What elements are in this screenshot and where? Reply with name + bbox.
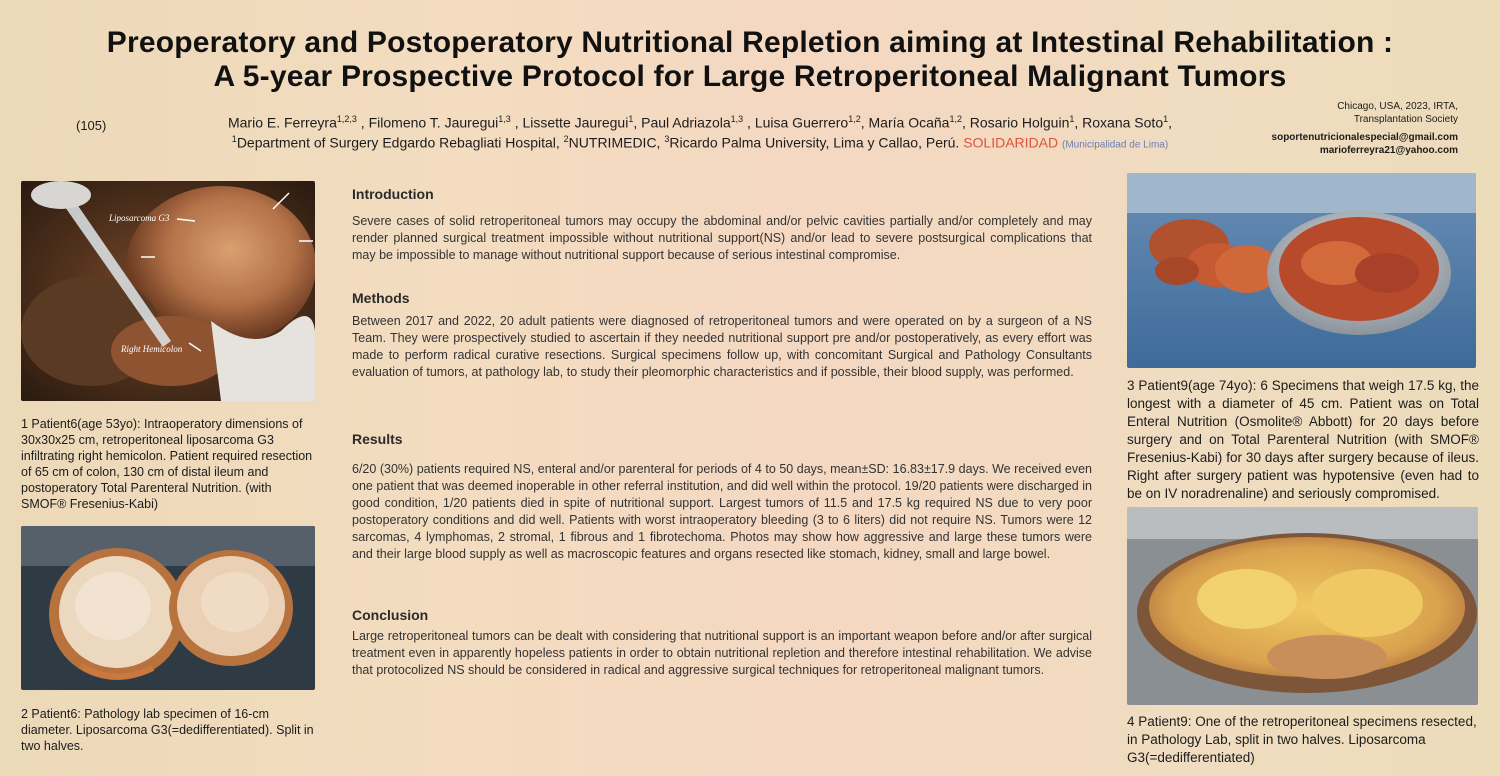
introduction-heading: Introduction xyxy=(352,186,434,202)
figure-3-caption: 3 Patient9(age 74yo): 6 Specimens that weigh 17.5 kg, the longest with a diameter of 45 cm. Patient was on Total Enteral Nutrition (Osmolite® Abbott) for 20 days before surgery and on Total Parenteral Nutrition (with SMOF® Fresenius-Kabi) for 30 days after surgery because of ileus. Right after surgery patient was hypotensive (even had to be on IV noradrenaline) and seriously compromised. xyxy=(1127,378,1479,501)
results-body: 6/20 (30%) patients required NS, enteral and/or parenteral for periods of 4 to 50 days, mean±SD: 16.83±17.9 days. We received even one patient that was deemed inoperable in other referral institution, and did well within the protocol. 19/20 patients were discharged in good condition, 1/20 patients died in spite of nutritional support. Largest tumors of 11.5 and 17.5 kg required NS due to very poor postoperatory conditions and did well. Patients with worst intraoperatory bleeding (3 to 6 liters) did not require NS. Tumors were 12 sarcomas, 4 lymphomas, 2 stromal, 1 fibrous and 1 fibrotechoma. Photos may show how aggressive and large these tumors were and their large blood supply as well as macroscopic features and organs resected like stomach, kidney, small and large bowel. xyxy=(352,462,1092,561)
author: Paul Adriazola xyxy=(641,114,731,131)
solidaridad-label: SOLIDARIDAD xyxy=(963,134,1059,151)
figure-4-photo xyxy=(1127,507,1478,705)
author: Roxana Soto xyxy=(1082,114,1164,131)
author: Filomeno T. Jauregui xyxy=(368,114,499,131)
figure-1-label-colon: Right Hemicolon xyxy=(121,344,183,354)
conclusion-body: Large retroperitoneal tumors can be dealt with considering that nutritional support is an important weapon before and/or after surgical treatment even in apparently hopeless patients in order to obtain nutritional repletion and therefore intestinal rehabilitation. We advise that protocolized NS should be considered in radical and aggressive surgical techniques for retroperitoneal malignant tumors. xyxy=(352,629,1092,677)
methods-heading: Methods xyxy=(352,290,410,306)
figure-3-photo xyxy=(1127,173,1476,368)
figure-1-photo xyxy=(21,181,315,401)
affiliation-line: $^1$Department of Surgery Edgardo Rebagliati Hospital, $^2$NUTRIMEDIC, $^3$Ricardo Palma University, Lima y Callao, Perú. SOLIDARIDAD (Municipalidad de Lima) xyxy=(231,134,1169,151)
methods-body: Between 2017 and 2022, 20 adult patients were diagnosed of retroperitoneal tumors and were operated on by a surgeon of a NS Team. They were prospectively studied to ascertain if they needed nutritional support pre and/or postoperatively, as every effort was made to perform radical curative resections. Surgical specimens follow up, with concomitant Surgical and Pathology Consultants evaluation of tumors, at pathology lab, to study their pleomorphic characteristics and if possible, their blood supply, was performed. xyxy=(352,314,1092,379)
author: Mario E. Ferreyra xyxy=(227,114,337,131)
conference-info: Chicago, USA, 2023, IRTA, Transplantation Society xyxy=(1337,101,1458,125)
author-list: Mario E. Ferreyra$^{1,2,3}$ , Filomeno T. Jauregui$^{1,3}$ , Lissette Jauregui$^1$, Paul Adriazola$^{1,3}$ , Luisa Guerrero$^{1,2}$, María Ocaña$^{1,2}$, Rosario Holguin$^1$, Roxana Soto$^1$, xyxy=(227,114,1173,131)
email-link[interactable]: marioferreyra21@yahoo.com xyxy=(1319,145,1458,156)
poster-number: (105) xyxy=(76,118,107,133)
figure-2-photo xyxy=(21,526,315,690)
figure-1-label-tumor: Liposarcoma G3 xyxy=(109,213,170,223)
author: Lissette Jauregui xyxy=(522,114,629,131)
email-link[interactable]: soportenutricionalespecial@gmail.com xyxy=(1271,132,1458,143)
figure-2-caption: 2 Patient6: Pathology lab specimen of 16-cm diameter. Liposarcoma G3(=dedifferentiated). Split in two halves. xyxy=(21,707,314,753)
conclusion-heading: Conclusion xyxy=(352,607,429,623)
author: María Ocaña xyxy=(868,114,950,131)
author: Luisa Guerrero xyxy=(754,114,849,131)
introduction-body: Severe cases of solid retroperitoneal tumors may occupy the abdominal and/or pelvic cavities partially and/or completely and may render planned surgical treatment impossible without nutritional support(NS) and/or lead to severe postsurgical complications that may be impossible to manage without nutritional support because of serious intestinal compromise. xyxy=(352,214,1092,262)
municipalidad-label: (Municipalidad de Lima) xyxy=(1062,139,1169,151)
figure-1-caption: 1 Patient6(age 53yo): Intraoperatory dimensions of 30x30x25 cm, retroperitoneal liposarcoma G3 infiltrating right hemicolon. Patient required resection of 65 cm of colon, 130 cm of distal ileum and postoperatory Total Parenteral Nutrition. (with SMOF® Fresenius-Kabi) xyxy=(21,417,313,511)
contact-emails xyxy=(1228,131,1458,157)
title-line-2: A 5-year Prospective Protocol for Large Retroperitoneal Malignant Tumors xyxy=(213,60,1287,93)
figure-4-caption: 4 Patient9: One of the retroperitoneal specimens resected, in Pathology Lab, split in two halves. Liposarcoma G3(=dedifferentiated) xyxy=(1127,714,1477,765)
author: Rosario Holguin xyxy=(969,114,1070,131)
results-heading: Results xyxy=(352,431,403,447)
title-line-1: Preoperatory and Postoperatory Nutritional Repletion aiming at Intestinal Rehabilitation : xyxy=(106,26,1394,59)
